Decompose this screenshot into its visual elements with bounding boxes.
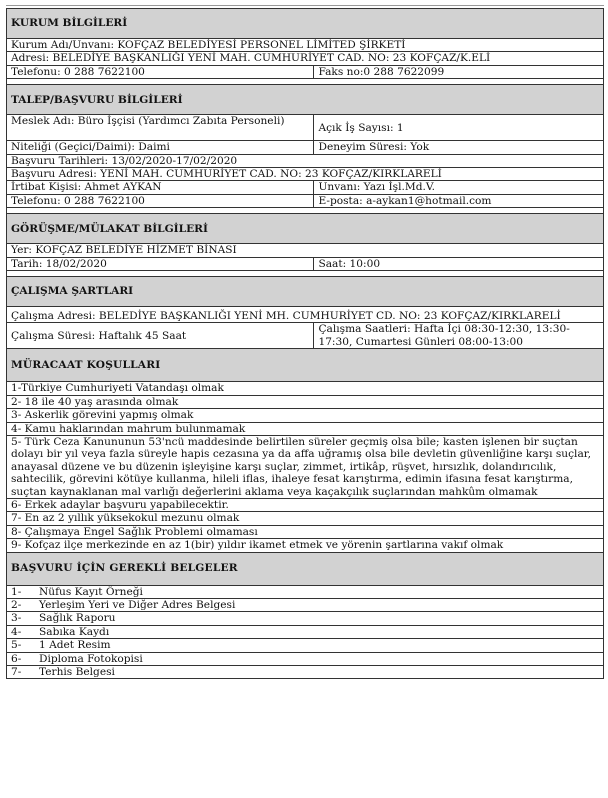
belge-label: Sağlık Raporu bbox=[39, 612, 116, 625]
kurum-faks: Faks no:0 288 7622099 bbox=[314, 65, 604, 78]
belge-label: Sabıka Kaydı bbox=[39, 625, 110, 638]
muracaat-item-long: 5- Türk Ceza Kanununun 53'ncü maddesinde belirtilen süreler geçmiş olsa bile; kasten işlenen bir suçtan dolayı bir yıl veya fazla süreyle hapis cezasına ya da affa uğramış olsa bile devletin güvenliğine karşı suçlar, anayasal düzene ve bu düzenin işleyişine karşı suçlar, zimmet, irtikâp, rüşvet, hırsızlık, dolandırıcılık, sahtecilik, görevini kötüye kullanma, hileli iflas, ihaleye fesat karıştırma, edimin ifasına fesat karıştırma, suçtan kaynaklanan mal varlığı değerlerini aklama veya kaçakçılık suçlarından mahkûm olmamak bbox=[7, 435, 604, 498]
job-posting-form bbox=[6, 3, 604, 679]
calisma-adresi: Çalışma Adresi: BELEDİYE BAŞKANLIĞI YENİ MH. CUMHURİYET CD. NO: 23 KOFÇAZ/KIRKLARELİ bbox=[7, 307, 604, 323]
belge-num: 2- bbox=[11, 598, 22, 611]
muracaat-item: 1-Türkiye Cumhuriyeti Vatandaşı olmak bbox=[7, 382, 604, 395]
gorusme-tarih: Tarih: 18/02/2020 bbox=[7, 257, 314, 270]
top-edge bbox=[6, 3, 604, 6]
belge-item bbox=[7, 639, 604, 652]
calisma-saatleri: Çalışma Saatleri: Hafta İçi 08:30-12:30, 13:30-17:30, Cumartesi Günleri 08:00-13:00 bbox=[314, 323, 604, 349]
belge-item bbox=[7, 666, 604, 679]
kurum-telefon: Telefonu: 0 288 7622100 bbox=[7, 65, 314, 78]
section-heading-talep: TALEP/BAŞVURU BİLGİLERİ bbox=[7, 85, 604, 115]
belge-item bbox=[7, 652, 604, 665]
muracaat-item: 4- Kamu haklarından mahrum bulunmamak bbox=[7, 422, 604, 435]
gorusme-saat: Saat: 10:00 bbox=[314, 257, 604, 270]
kurum-adi: Kurum Adı/Unvanı: KOFÇAZ BELEDİYESİ PERSONEL LİMİTED ŞİRKETİ bbox=[7, 39, 604, 52]
muracaat-item: 2- 18 ile 40 yaş arasında olmak bbox=[7, 395, 604, 408]
section-heading-belgeler: BAŞVURU İÇİN GEREKLİ BELGELER bbox=[7, 552, 604, 585]
meslek-adi: Meslek Adı: Büro İşçisi (Yardımcı Zabıta Personeli) bbox=[7, 115, 314, 141]
eposta: E-posta: a-aykan1@hotmail.com bbox=[314, 194, 604, 207]
belge-num: 4- bbox=[11, 625, 22, 638]
acik-is-sayisi: Açık İş Sayısı: 1 bbox=[314, 115, 604, 141]
deneyim-suresi: Deneyim Süresi: Yok bbox=[314, 141, 604, 154]
belge-item bbox=[7, 612, 604, 625]
muracaat-item: 9- Kofçaz ilçe merkezinde en az 1(bir) yıldır ikamet etmek ve yörenin şartlarına vakıf olmak bbox=[7, 539, 604, 552]
irtibat-unvan: Unvanı: Yazı İşl.Md.V. bbox=[314, 181, 604, 194]
belge-label: Diploma Fotokopisi bbox=[39, 652, 143, 665]
nitelik: Niteliği (Geçici/Daimi): Daimi bbox=[7, 141, 314, 154]
basvuru-adresi: Başvuru Adresi: YENİ MAH. CUMHURİYET CAD. NO: 23 KOFÇAZ/KIRKLARELİ bbox=[7, 168, 604, 181]
muracaat-item: 6- Erkek adaylar başvuru yapabilecektir. bbox=[7, 498, 604, 511]
muracaat-item: 3- Askerlik görevini yapmış olmak bbox=[7, 409, 604, 422]
section-heading-muracaat: MÜRACAAT KOŞULLARI bbox=[7, 349, 604, 382]
section-heading-kurum: KURUM BİLGİLERİ bbox=[7, 9, 604, 39]
belge-num: 5- bbox=[11, 639, 22, 652]
belge-num: 6- bbox=[11, 652, 22, 665]
form-table bbox=[6, 8, 604, 679]
belge-num: 7- bbox=[11, 666, 22, 678]
talep-telefon: Telefonu: 0 288 7622100 bbox=[7, 194, 314, 207]
belge-label: 1 Adet Resim bbox=[39, 639, 111, 652]
belge-item bbox=[7, 585, 604, 598]
section-heading-gorusme: GÖRÜŞME/MÜLAKAT BİLGİLERİ bbox=[7, 214, 604, 244]
calisma-suresi: Çalışma Süresi: Haftalık 45 Saat bbox=[7, 323, 314, 349]
belge-num: 1- bbox=[11, 585, 22, 598]
basvuru-tarihleri: Başvuru Tarihleri: 13/02/2020-17/02/2020 bbox=[7, 154, 604, 167]
muracaat-item: 7- En az 2 yıllık yüksekokul mezunu olmak bbox=[7, 512, 604, 525]
kurum-adres: Adresi: BELEDİYE BAŞKANLIĞI YENİ MAH. CUMHURİYET CAD. NO: 23 KOFÇAZ/K.ELİ bbox=[7, 52, 604, 65]
irtibat-kisisi: İrtibat Kişisi: Ahmet AYKAN bbox=[7, 181, 314, 194]
muracaat-item: 8- Çalışmaya Engel Sağlık Problemi olmaması bbox=[7, 525, 604, 538]
belge-item bbox=[7, 598, 604, 611]
belge-label: Nüfus Kayıt Örneği bbox=[39, 585, 143, 598]
gorusme-yer: Yer: KOFÇAZ BELEDİYE HİZMET BİNASI bbox=[7, 244, 604, 257]
belge-item bbox=[7, 625, 604, 638]
belge-num: 3- bbox=[11, 612, 22, 625]
section-heading-calisma: ÇALIŞMA ŞARTLARI bbox=[7, 277, 604, 307]
belge-label: Terhis Belgesi bbox=[39, 666, 115, 678]
belge-label: Yerleşim Yeri ve Diğer Adres Belgesi bbox=[39, 598, 236, 611]
